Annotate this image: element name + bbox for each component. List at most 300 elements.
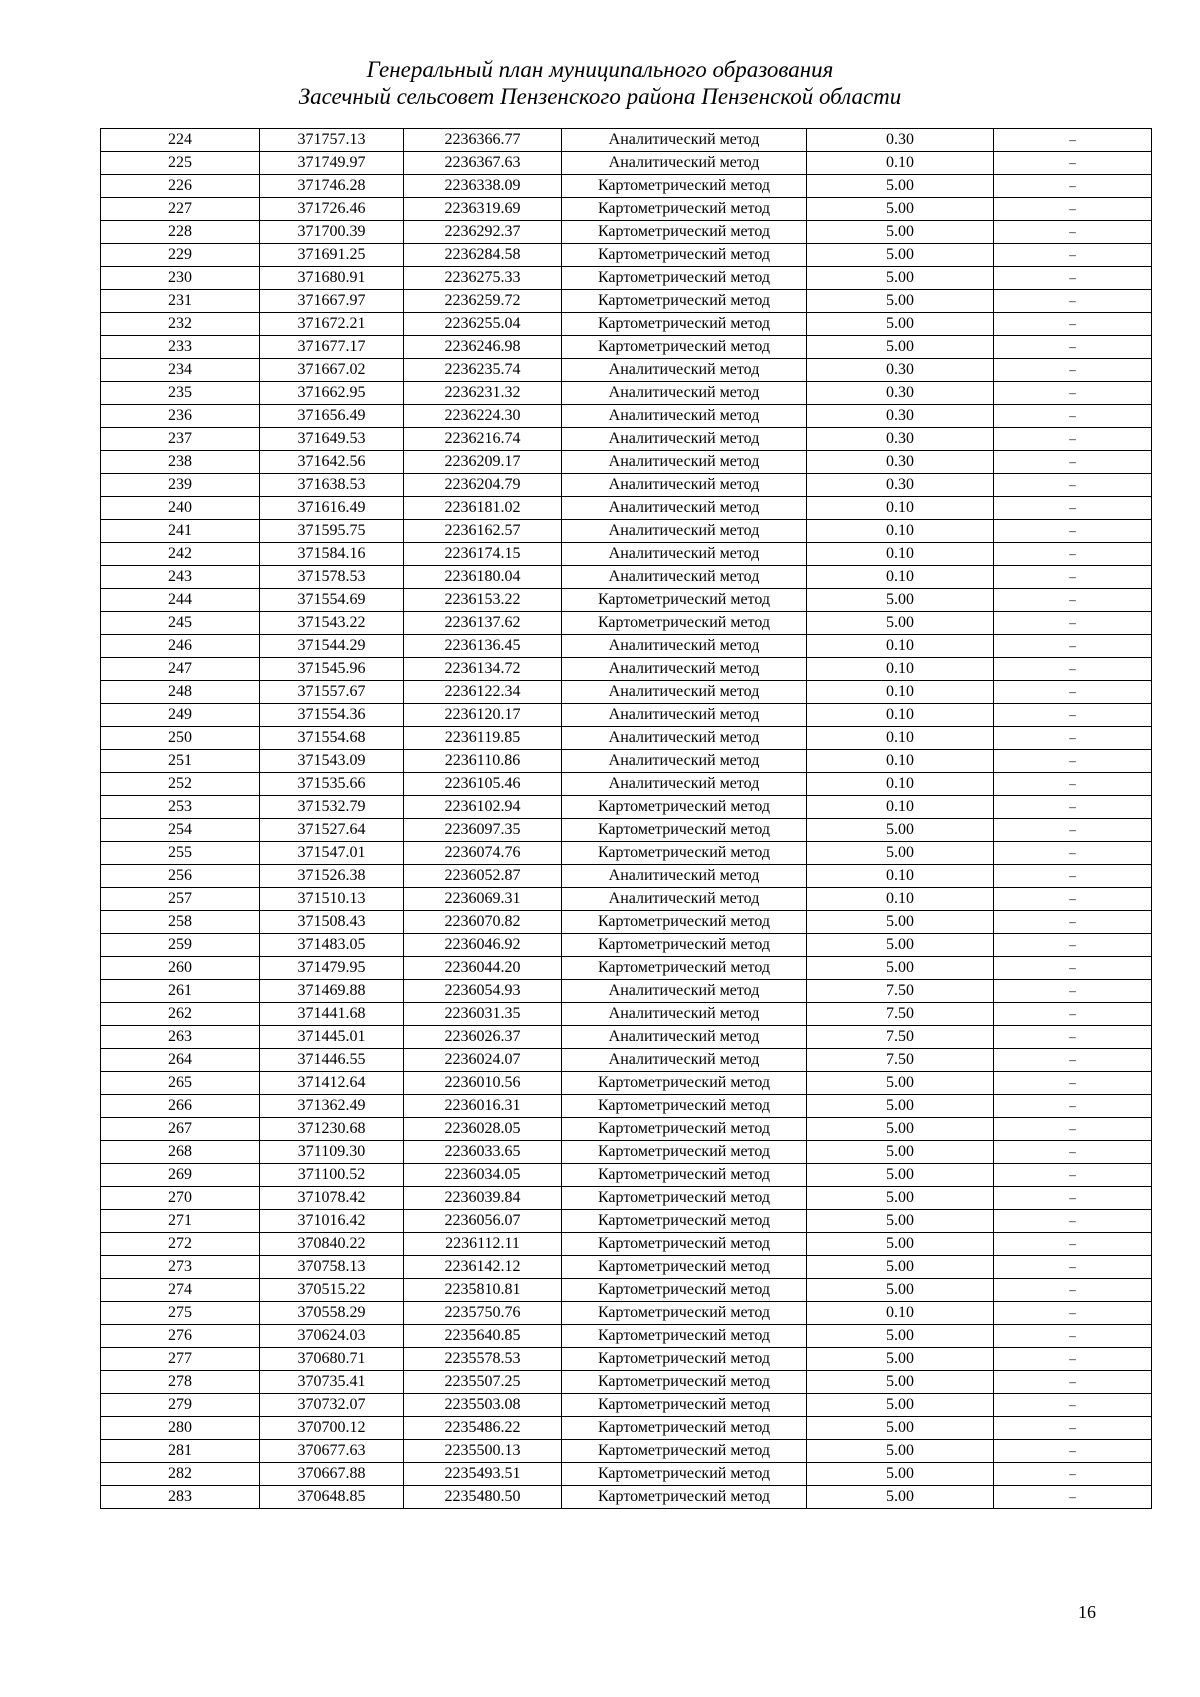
y-coordinate-cell: 2236204.79 (404, 474, 562, 497)
table-row (101, 359, 1152, 382)
point-number-cell: 252 (101, 773, 260, 796)
x-coordinate-cell: 371746.28 (260, 175, 404, 198)
accuracy-cell: 5.00 (807, 1118, 994, 1141)
description-cell: – (994, 1463, 1152, 1486)
description-cell: – (994, 888, 1152, 911)
table-row (101, 1417, 1152, 1440)
table-row (101, 1440, 1152, 1463)
table-row (101, 1302, 1152, 1325)
description-cell: – (994, 428, 1152, 451)
accuracy-cell: 5.00 (807, 589, 994, 612)
x-coordinate-cell: 371526.38 (260, 865, 404, 888)
table-row (101, 1394, 1152, 1417)
point-number-cell: 278 (101, 1371, 260, 1394)
accuracy-cell: 5.00 (807, 175, 994, 198)
table-row (101, 1486, 1152, 1509)
x-coordinate-cell: 371677.17 (260, 336, 404, 359)
table-row (101, 520, 1152, 543)
point-number-cell: 279 (101, 1394, 260, 1417)
x-coordinate-cell: 371656.49 (260, 405, 404, 428)
accuracy-cell: 0.30 (807, 359, 994, 382)
y-coordinate-cell: 2236120.17 (404, 704, 562, 727)
table-row (101, 405, 1152, 428)
x-coordinate-cell: 371543.22 (260, 612, 404, 635)
point-number-cell: 277 (101, 1348, 260, 1371)
accuracy-cell: 5.00 (807, 267, 994, 290)
accuracy-cell: 5.00 (807, 1141, 994, 1164)
page-number: 16 (1078, 1602, 1096, 1622)
y-coordinate-cell: 2236181.02 (404, 497, 562, 520)
header-title-line2: Засечный сельсовет Пензенского района Пензенской области (298, 84, 902, 109)
table-row (101, 865, 1152, 888)
x-coordinate-cell: 371483.05 (260, 934, 404, 957)
y-coordinate-cell: 2236097.35 (404, 819, 562, 842)
table-row (101, 842, 1152, 865)
method-cell: Картометрический метод (562, 267, 807, 290)
y-coordinate-cell: 2236102.94 (404, 796, 562, 819)
point-number-cell: 269 (101, 1164, 260, 1187)
description-cell: – (994, 152, 1152, 175)
point-number-cell: 256 (101, 865, 260, 888)
point-number-cell: 268 (101, 1141, 260, 1164)
y-coordinate-cell: 2236246.98 (404, 336, 562, 359)
method-cell: Аналитический метод (562, 359, 807, 382)
table-row (101, 382, 1152, 405)
point-number-cell: 253 (101, 796, 260, 819)
point-number-cell: 233 (101, 336, 260, 359)
table-row (101, 175, 1152, 198)
description-cell: – (994, 451, 1152, 474)
method-cell: Аналитический метод (562, 405, 807, 428)
accuracy-cell: 7.50 (807, 980, 994, 1003)
x-coordinate-cell: 371667.97 (260, 290, 404, 313)
table-row (101, 773, 1152, 796)
point-number-cell: 250 (101, 727, 260, 750)
accuracy-cell: 0.10 (807, 773, 994, 796)
y-coordinate-cell: 2236074.76 (404, 842, 562, 865)
x-coordinate-cell: 370840.22 (260, 1233, 404, 1256)
description-cell: – (994, 1049, 1152, 1072)
accuracy-cell: 5.00 (807, 313, 994, 336)
x-coordinate-cell: 371510.13 (260, 888, 404, 911)
table-row (101, 957, 1152, 980)
description-cell: – (994, 842, 1152, 865)
coordinates-table (100, 128, 1152, 1509)
y-coordinate-cell: 2236366.77 (404, 129, 562, 152)
point-number-cell: 275 (101, 1302, 260, 1325)
point-number-cell: 280 (101, 1417, 260, 1440)
table-row (101, 336, 1152, 359)
table-row (101, 244, 1152, 267)
accuracy-cell: 7.50 (807, 1026, 994, 1049)
method-cell: Аналитический метод (562, 428, 807, 451)
method-cell: Картометрический метод (562, 198, 807, 221)
y-coordinate-cell: 2236174.15 (404, 543, 562, 566)
point-number-cell: 281 (101, 1440, 260, 1463)
table-row (101, 1348, 1152, 1371)
description-cell: – (994, 1417, 1152, 1440)
point-number-cell: 266 (101, 1095, 260, 1118)
x-coordinate-cell: 371535.66 (260, 773, 404, 796)
x-coordinate-cell: 371532.79 (260, 796, 404, 819)
table-row (101, 1187, 1152, 1210)
description-cell: – (994, 129, 1152, 152)
description-cell: – (994, 704, 1152, 727)
method-cell: Аналитический метод (562, 681, 807, 704)
x-coordinate-cell: 371469.88 (260, 980, 404, 1003)
point-number-cell: 230 (101, 267, 260, 290)
x-coordinate-cell: 370515.22 (260, 1279, 404, 1302)
x-coordinate-cell: 371584.16 (260, 543, 404, 566)
x-coordinate-cell: 371441.68 (260, 1003, 404, 1026)
accuracy-cell: 5.00 (807, 1279, 994, 1302)
accuracy-cell: 0.10 (807, 152, 994, 175)
accuracy-cell: 5.00 (807, 1394, 994, 1417)
point-number-cell: 228 (101, 221, 260, 244)
table-row (101, 658, 1152, 681)
description-cell: – (994, 796, 1152, 819)
y-coordinate-cell: 2236259.72 (404, 290, 562, 313)
x-coordinate-cell: 371757.13 (260, 129, 404, 152)
method-cell: Аналитический метод (562, 1026, 807, 1049)
description-cell: – (994, 1026, 1152, 1049)
point-number-cell: 274 (101, 1279, 260, 1302)
point-number-cell: 238 (101, 451, 260, 474)
accuracy-cell: 0.10 (807, 796, 994, 819)
point-number-cell: 261 (101, 980, 260, 1003)
point-number-cell: 271 (101, 1210, 260, 1233)
accuracy-cell: 5.00 (807, 1417, 994, 1440)
table-row (101, 819, 1152, 842)
description-cell: – (994, 520, 1152, 543)
description-cell: – (994, 1371, 1152, 1394)
table-row (101, 1026, 1152, 1049)
description-cell: – (994, 1394, 1152, 1417)
y-coordinate-cell: 2235507.25 (404, 1371, 562, 1394)
method-cell: Аналитический метод (562, 704, 807, 727)
accuracy-cell: 5.00 (807, 1463, 994, 1486)
y-coordinate-cell: 2235500.13 (404, 1440, 562, 1463)
table-row (101, 497, 1152, 520)
accuracy-cell: 0.10 (807, 635, 994, 658)
method-cell: Картометрический метод (562, 313, 807, 336)
point-number-cell: 260 (101, 957, 260, 980)
x-coordinate-cell: 371726.46 (260, 198, 404, 221)
description-cell: – (994, 1325, 1152, 1348)
method-cell: Аналитический метод (562, 980, 807, 1003)
y-coordinate-cell: 2236292.37 (404, 221, 562, 244)
y-coordinate-cell: 2235810.81 (404, 1279, 562, 1302)
x-coordinate-cell: 370735.41 (260, 1371, 404, 1394)
method-cell: Аналитический метод (562, 566, 807, 589)
table-row (101, 313, 1152, 336)
table-row (101, 1463, 1152, 1486)
point-number-cell: 241 (101, 520, 260, 543)
accuracy-cell: 0.10 (807, 520, 994, 543)
method-cell: Картометрический метод (562, 1371, 807, 1394)
description-cell: – (994, 1187, 1152, 1210)
description-cell: – (994, 1279, 1152, 1302)
y-coordinate-cell: 2236026.37 (404, 1026, 562, 1049)
x-coordinate-cell: 371595.75 (260, 520, 404, 543)
accuracy-cell: 0.10 (807, 681, 994, 704)
x-coordinate-cell: 370758.13 (260, 1256, 404, 1279)
method-cell: Картометрический метод (562, 1072, 807, 1095)
table-row (101, 612, 1152, 635)
point-number-cell: 267 (101, 1118, 260, 1141)
description-cell: – (994, 382, 1152, 405)
x-coordinate-cell: 371109.30 (260, 1141, 404, 1164)
accuracy-cell: 0.10 (807, 497, 994, 520)
description-cell: – (994, 1348, 1152, 1371)
point-number-cell: 255 (101, 842, 260, 865)
x-coordinate-cell: 371749.97 (260, 152, 404, 175)
accuracy-cell: 5.00 (807, 1233, 994, 1256)
method-cell: Картометрический метод (562, 1325, 807, 1348)
coordinates-table-body (101, 129, 1152, 1509)
y-coordinate-cell: 2235486.22 (404, 1417, 562, 1440)
table-row (101, 1233, 1152, 1256)
x-coordinate-cell: 371362.49 (260, 1095, 404, 1118)
method-cell: Аналитический метод (562, 474, 807, 497)
method-cell: Аналитический метод (562, 888, 807, 911)
accuracy-cell: 0.10 (807, 704, 994, 727)
point-number-cell: 264 (101, 1049, 260, 1072)
x-coordinate-cell: 370732.07 (260, 1394, 404, 1417)
accuracy-cell: 5.00 (807, 244, 994, 267)
description-cell: – (994, 1118, 1152, 1141)
description-cell: – (994, 635, 1152, 658)
accuracy-cell: 5.00 (807, 934, 994, 957)
description-cell: – (994, 681, 1152, 704)
description-cell: – (994, 336, 1152, 359)
x-coordinate-cell: 371672.21 (260, 313, 404, 336)
point-number-cell: 247 (101, 658, 260, 681)
y-coordinate-cell: 2236216.74 (404, 428, 562, 451)
y-coordinate-cell: 2235750.76 (404, 1302, 562, 1325)
description-cell: – (994, 474, 1152, 497)
accuracy-cell: 0.10 (807, 543, 994, 566)
x-coordinate-cell: 371554.69 (260, 589, 404, 612)
y-coordinate-cell: 2236209.17 (404, 451, 562, 474)
table-row (101, 888, 1152, 911)
accuracy-cell: 5.00 (807, 336, 994, 359)
y-coordinate-cell: 2236180.04 (404, 566, 562, 589)
point-number-cell: 272 (101, 1233, 260, 1256)
point-number-cell: 273 (101, 1256, 260, 1279)
x-coordinate-cell: 371554.36 (260, 704, 404, 727)
method-cell: Аналитический метод (562, 152, 807, 175)
x-coordinate-cell: 371230.68 (260, 1118, 404, 1141)
x-coordinate-cell: 371642.56 (260, 451, 404, 474)
method-cell: Аналитический метод (562, 750, 807, 773)
method-cell: Картометрический метод (562, 1118, 807, 1141)
description-cell: – (994, 957, 1152, 980)
table-row (101, 727, 1152, 750)
table-row (101, 911, 1152, 934)
accuracy-cell: 5.00 (807, 1187, 994, 1210)
accuracy-cell: 7.50 (807, 1003, 994, 1026)
description-cell: – (994, 1302, 1152, 1325)
y-coordinate-cell: 2236110.86 (404, 750, 562, 773)
point-number-cell: 276 (101, 1325, 260, 1348)
point-number-cell: 229 (101, 244, 260, 267)
x-coordinate-cell: 370680.71 (260, 1348, 404, 1371)
description-cell: – (994, 911, 1152, 934)
description-cell: – (994, 1486, 1152, 1509)
point-number-cell: 246 (101, 635, 260, 658)
y-coordinate-cell: 2236024.07 (404, 1049, 562, 1072)
method-cell: Картометрический метод (562, 1348, 807, 1371)
y-coordinate-cell: 2236231.32 (404, 382, 562, 405)
x-coordinate-cell: 370677.63 (260, 1440, 404, 1463)
point-number-cell: 236 (101, 405, 260, 428)
description-cell: – (994, 1256, 1152, 1279)
description-cell: – (994, 865, 1152, 888)
method-cell: Картометрический метод (562, 1440, 807, 1463)
y-coordinate-cell: 2236016.31 (404, 1095, 562, 1118)
table-row (101, 934, 1152, 957)
y-coordinate-cell: 2236224.30 (404, 405, 562, 428)
description-cell: – (994, 313, 1152, 336)
table-row (101, 1279, 1152, 1302)
method-cell: Аналитический метод (562, 1049, 807, 1072)
method-cell: Аналитический метод (562, 451, 807, 474)
method-cell: Картометрический метод (562, 1417, 807, 1440)
accuracy-cell: 5.00 (807, 612, 994, 635)
table-row (101, 566, 1152, 589)
description-cell: – (994, 405, 1152, 428)
accuracy-cell: 0.10 (807, 888, 994, 911)
table-row (101, 1003, 1152, 1026)
description-cell: – (994, 1164, 1152, 1187)
accuracy-cell: 5.00 (807, 842, 994, 865)
method-cell: Картометрический метод (562, 290, 807, 313)
accuracy-cell: 5.00 (807, 1210, 994, 1233)
table-row (101, 1371, 1152, 1394)
y-coordinate-cell: 2236039.84 (404, 1187, 562, 1210)
accuracy-cell: 0.10 (807, 727, 994, 750)
method-cell: Картометрический метод (562, 336, 807, 359)
x-coordinate-cell: 371412.64 (260, 1072, 404, 1095)
y-coordinate-cell: 2235640.85 (404, 1325, 562, 1348)
method-cell: Аналитический метод (562, 520, 807, 543)
y-coordinate-cell: 2236070.82 (404, 911, 562, 934)
point-number-cell: 254 (101, 819, 260, 842)
description-cell: – (994, 1440, 1152, 1463)
accuracy-cell: 5.00 (807, 1440, 994, 1463)
point-number-cell: 270 (101, 1187, 260, 1210)
table-row (101, 1164, 1152, 1187)
x-coordinate-cell: 371543.09 (260, 750, 404, 773)
accuracy-cell: 7.50 (807, 1049, 994, 1072)
table-row (101, 1256, 1152, 1279)
method-cell: Картометрический метод (562, 1187, 807, 1210)
table-row (101, 980, 1152, 1003)
description-cell: – (994, 1233, 1152, 1256)
method-cell: Картометрический метод (562, 934, 807, 957)
description-cell: – (994, 658, 1152, 681)
accuracy-cell: 5.00 (807, 1486, 994, 1509)
y-coordinate-cell: 2236031.35 (404, 1003, 562, 1026)
description-cell: – (994, 198, 1152, 221)
y-coordinate-cell: 2235480.50 (404, 1486, 562, 1509)
method-cell: Аналитический метод (562, 727, 807, 750)
y-coordinate-cell: 2236338.09 (404, 175, 562, 198)
description-cell: – (994, 1072, 1152, 1095)
description-cell: – (994, 1095, 1152, 1118)
description-cell: – (994, 1210, 1152, 1233)
table-row (101, 635, 1152, 658)
point-number-cell: 235 (101, 382, 260, 405)
description-cell: – (994, 612, 1152, 635)
table-row (101, 428, 1152, 451)
accuracy-cell: 0.10 (807, 1302, 994, 1325)
point-number-cell: 249 (101, 704, 260, 727)
x-coordinate-cell: 371527.64 (260, 819, 404, 842)
description-cell: – (994, 819, 1152, 842)
accuracy-cell: 5.00 (807, 1348, 994, 1371)
method-cell: Аналитический метод (562, 1003, 807, 1026)
accuracy-cell: 0.30 (807, 451, 994, 474)
point-number-cell: 257 (101, 888, 260, 911)
x-coordinate-cell: 371649.53 (260, 428, 404, 451)
accuracy-cell: 5.00 (807, 1325, 994, 1348)
accuracy-cell: 5.00 (807, 198, 994, 221)
x-coordinate-cell: 371100.52 (260, 1164, 404, 1187)
table-row (101, 750, 1152, 773)
x-coordinate-cell: 371578.53 (260, 566, 404, 589)
point-number-cell: 226 (101, 175, 260, 198)
y-coordinate-cell: 2236046.92 (404, 934, 562, 957)
description-cell: – (994, 1003, 1152, 1026)
method-cell: Картометрический метод (562, 1164, 807, 1187)
y-coordinate-cell: 2236054.93 (404, 980, 562, 1003)
accuracy-cell: 0.10 (807, 658, 994, 681)
point-number-cell: 248 (101, 681, 260, 704)
point-number-cell: 239 (101, 474, 260, 497)
method-cell: Аналитический метод (562, 129, 807, 152)
description-cell: – (994, 267, 1152, 290)
description-cell: – (994, 980, 1152, 1003)
method-cell: Картометрический метод (562, 1095, 807, 1118)
y-coordinate-cell: 2236052.87 (404, 865, 562, 888)
method-cell: Картометрический метод (562, 957, 807, 980)
method-cell: Картометрический метод (562, 842, 807, 865)
accuracy-cell: 5.00 (807, 1095, 994, 1118)
point-number-cell: 282 (101, 1463, 260, 1486)
table-row (101, 267, 1152, 290)
x-coordinate-cell: 370648.85 (260, 1486, 404, 1509)
x-coordinate-cell: 371545.96 (260, 658, 404, 681)
table-row (101, 1325, 1152, 1348)
table-row (101, 1072, 1152, 1095)
accuracy-cell: 5.00 (807, 957, 994, 980)
x-coordinate-cell: 371638.53 (260, 474, 404, 497)
accuracy-cell: 0.30 (807, 474, 994, 497)
method-cell: Картометрический метод (562, 911, 807, 934)
method-cell: Картометрический метод (562, 1256, 807, 1279)
y-coordinate-cell: 2236255.04 (404, 313, 562, 336)
method-cell: Картометрический метод (562, 819, 807, 842)
point-number-cell: 243 (101, 566, 260, 589)
method-cell: Аналитический метод (562, 497, 807, 520)
description-cell: – (994, 934, 1152, 957)
method-cell: Аналитический метод (562, 543, 807, 566)
table-row (101, 1118, 1152, 1141)
point-number-cell: 237 (101, 428, 260, 451)
accuracy-cell: 0.30 (807, 428, 994, 451)
